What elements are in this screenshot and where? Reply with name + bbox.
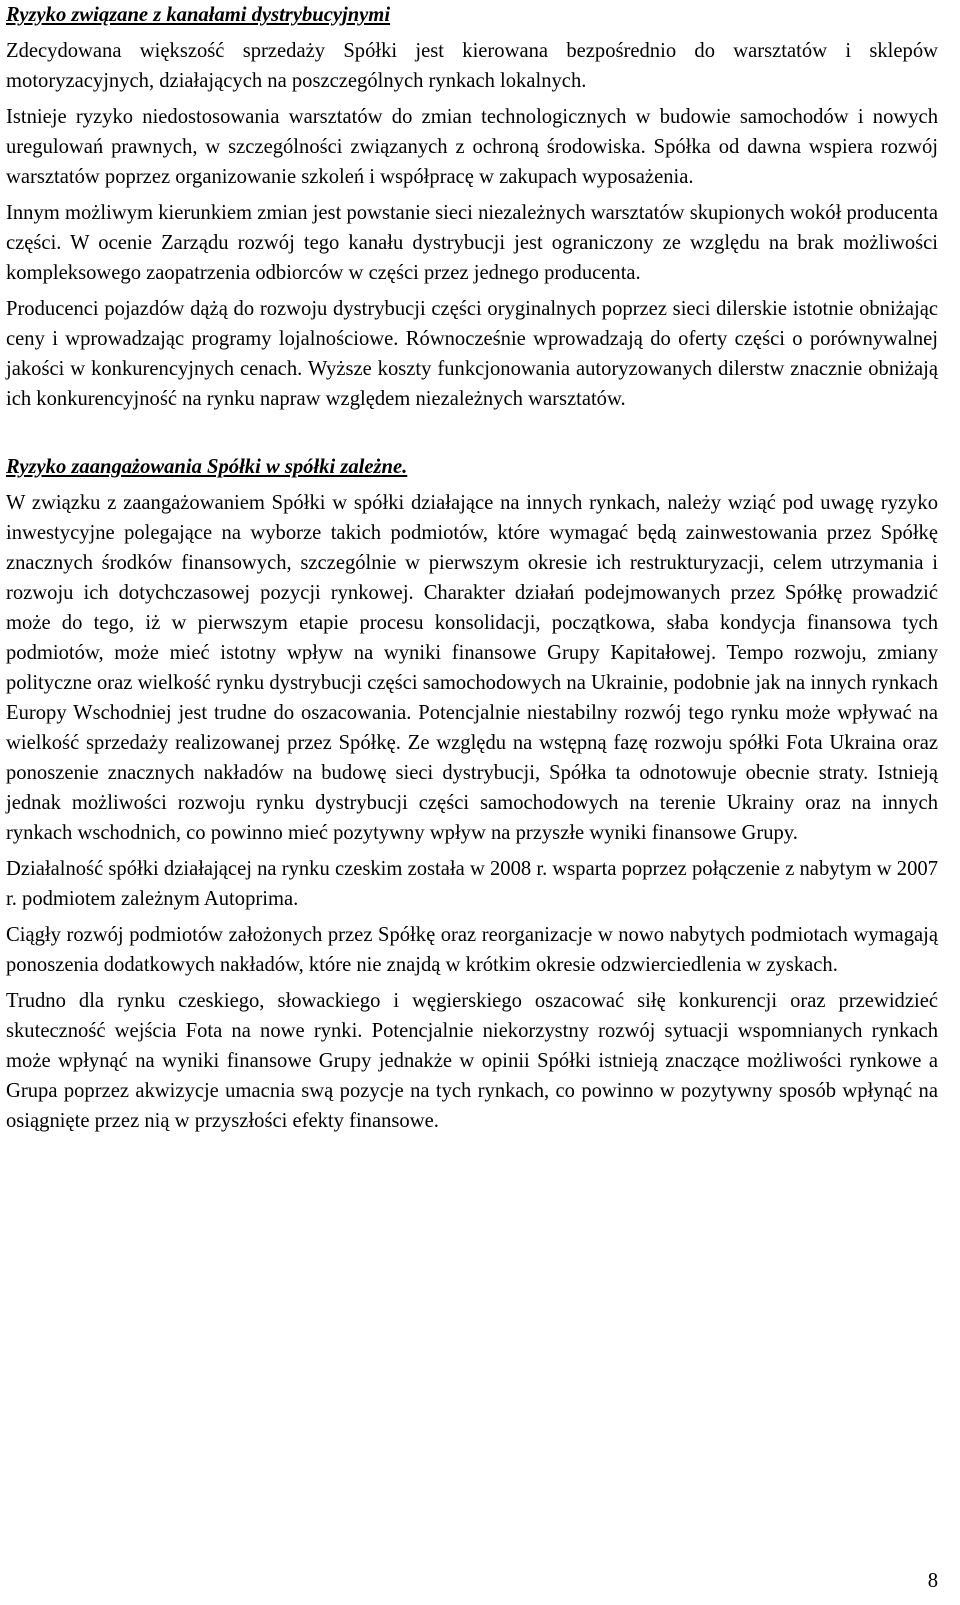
section-heading-subsidiaries-risk: Ryzyko zaangażowania Spółki w spółki zależne. [6,456,408,478]
paragraph: Istnieje ryzyko niedostosowania warsztatów do zmian technologicznych w budowie samochodów i nowych uregulowań prawnych, w szczególności związanych z ochroną środowiska. Spółka od dawna wspiera rozwój warsztatów poprzez organizowanie szkoleń i współpracę w zakupach wyposażenia. [6,106,938,188]
paragraph: W związku z zaangażowaniem Spółki w spółki działające na innych rynkach, należy wziąć pod uwagę ryzyko inwestycyjne polegające na wyborze takich podmiotów, które wymagać będą zainwestowania przez Spółkę znacznych środków finansowych, szczególnie w pierwszym okresie ich restrukturyzacji, celem utrzymania i rozwoju ich dotychczasowej pozycji rynkowej. Charakter działań podejmowanych przez Spółkę prowadzić może do tego, iż w pierwszym etapie procesu konsolidacji, początkowa, słaba kondycja finansowa tych podmiotów, może mieć istotny wpływ na wyniki finansowe Grupy Kapitałowej. Tempo rozwoju, zmiany polityczne oraz wielkość rynku dystrybucji części samochodowych na Ukrainie, podobnie jak na innych rynkach Europy Wschodniej jest trudne do oszacowania. Potencjalnie niestabilny rozwój tego rynku może wpływać na wielkość sprzedaży realizowanej przez Spółkę. Ze względu na wstępną fazę rozwoju spółki Fota Ukraina oraz ponoszenie znacznych nakładów na budowę sieci dystrybucji, Spółka ta odnotowuje obecnie straty. Istnieją jednak możliwości rozwoju rynku dystrybucji części samochodowych na terenie Ukrainy oraz na innych rynkach wschodnich, co powinno mieć pozytywny wpływ na przyszłe wyniki finansowe Grupy. [6,492,938,844]
page-number: 8 [927,1570,938,1592]
section-heading-distribution-risk: Ryzyko związane z kanałami dystrybucyjnymi [6,4,391,26]
paragraph: Działalność spółki działającej na rynku czeskim została w 2008 r. wsparta poprzez połączenie z nabytym w 2007 r. podmiotem zależnym Autoprima. [6,858,938,910]
paragraph: Innym możliwym kierunkiem zmian jest powstanie sieci niezależnych warsztatów skupionych wokół producenta części. W ocenie Zarządu rozwój tego kanału dystrybucji jest ograniczony ze względu na brak możliwości kompleksowego zaopatrzenia odbiorców w części przez jednego producenta. [6,202,938,284]
document-page [6,0,938,1142]
paragraph: Trudno dla rynku czeskiego, słowackiego i węgierskiego oszacować siłę konkurencji oraz przewidzieć skuteczność wejścia Fota na nowe rynki. Potencjalnie niekorzystny rozwój sytuacji wspomnianych rynkach może wpłynąć na wyniki finansowe Grupy jednakże w opinii Spółki istnieją znaczące możliwości rynkowe a Grupa poprzez akwizycje umacnia swą pozycje na tych rynkach, co powinno w pozytywny sposób wpłynąć na osiągnięte przez nią w przyszłości efekty finansowe. [6,990,938,1132]
paragraph: Zdecydowana większość sprzedaży Spółki jest kierowana bezpośrednio do warsztatów i sklepów motoryzacyjnych, działających na poszczególnych rynkach lokalnych. [6,40,938,92]
paragraph: Ciągły rozwój podmiotów założonych przez Spółkę oraz reorganizacje w nowo nabytych podmiotach wymagają ponoszenia dodatkowych nakładów, które nie znajdą w krótkim okresie odzwierciedlenia w zyskach. [6,924,938,976]
paragraph: Producenci pojazdów dążą do rozwoju dystrybucji części oryginalnych poprzez sieci dilerskie istotnie obniżając ceny i wprowadzając programy lojalnościowe. Równocześnie wprowadzają do oferty części o porównywalnej jakości w konkurencyjnych cenach. Wyższe koszty funkcjonowania autoryzowanych dilerstw znacznie obniżają ich konkurencyjność na rynku napraw względem niezależnych warsztatów. [6,298,938,410]
